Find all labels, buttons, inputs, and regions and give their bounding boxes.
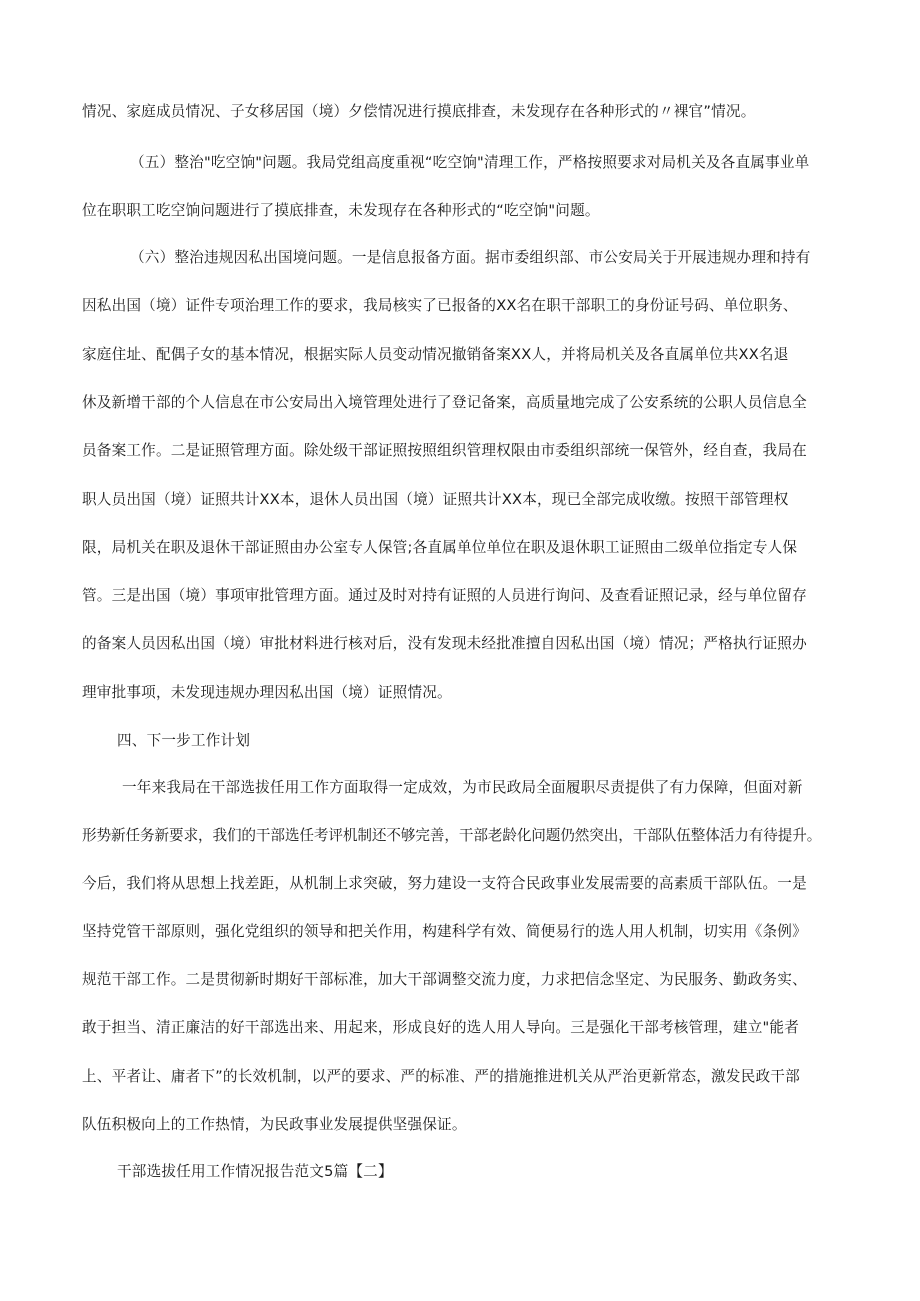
paragraph-line: 队伍积极向上的工作热情，为民政事业发展提供坚强保证。 <box>82 1116 467 1133</box>
section-title: 干部选拔任用工作情况报告范文5篇【二】 <box>117 1163 393 1180</box>
paragraph-line: 因私出国（境）证件专项治理工作的要求，我局核实了已报备的XX名在职干部职工的身份证号码、单位职务、 <box>82 297 798 314</box>
paragraph-line: 理审批事项，未发现违规办理因私出国（境）证照情况。 <box>82 684 452 701</box>
paragraph-line: 坚持党管干部原则，强化党组织的领导和把关作用，构建科学有效、简便易行的选人用人机制，切实用《条例》 <box>82 923 807 940</box>
paragraph-line: 形势新任务新要求，我们的干部选任考评机制还不够完善，干部老龄化问题仍然突出，干部队伍整体活力有待提升。 <box>82 827 822 844</box>
paragraph-line: 限，局机关在职及退休干部证照由办公室专人保管;各直属单位单位在职及退休职工证照由二级单位指定专人保 <box>82 539 798 556</box>
paragraph-line: 敢于担当、清正廉洁的好干部选出来、用起来，形成良好的选人用人导向。三是强化干部考核管理，建立"能者 <box>82 1019 800 1036</box>
paragraph-line: 员备案工作。二是证照管理方面。除处级干部证照按照组织管理权限由市委组织部统一保管外，经自查，我局在 <box>82 442 807 459</box>
paragraph-line: 上、平者让、庸者下”的长效机制，以严的要求、严的标准、严的措施推进机关从严治更新常态，激发民政干部 <box>82 1068 800 1085</box>
section-heading: 四、下一步工作计划 <box>117 732 251 749</box>
paragraph-line: 规范干部工作。二是贯彻新时期好干部标准，加大干部调整交流力度，力求把信念坚定、为民服务、勤政务实、 <box>82 971 807 988</box>
paragraph-line: 一年来我局在干部选拔任用工作方面取得一定成效，为市民政局全面履职尽责提供了有力保障，但面对新 <box>122 779 803 796</box>
paragraph-line: 管。三是出国（境）事项审批管理方面。通过及时对持有证照的人员进行询问、及查看证照记录，经与单位留存 <box>82 587 807 604</box>
paragraph-line: 职人员出国（境）证照共计XX本，退休人员出国（境）证照共计XX本，现已全部完成收缴。按照干部管理权 <box>82 491 789 508</box>
paragraph-line: 位在职职工吃空饷问题进行了摸底排查，未发现存在各种形式的“吃空饷"问题。 <box>82 202 600 219</box>
paragraph-line: （六）整治违规因私出国境问题。一是信息报备方面。据市委组织部、市公安局关于开展违规办理和持有 <box>130 249 811 266</box>
paragraph-line: 今后，我们将从思想上找差距，从机制上求突破，努力建设一支符合民政事业发展需要的高素质干部队伍。一是 <box>82 875 807 892</box>
paragraph-line: （五）整治"吃空饷"问题。我局党组高度重视“吃空饷"清理工作，严格按照要求对局机关及各直属事业单 <box>130 154 810 171</box>
paragraph-line: 的备案人员因私出国（境）审批材料进行核对后，没有发现未经批准擅自因私出国（境）情况；严格执行证照办 <box>82 635 807 652</box>
paragraph-line: 休及新增干部的个人信息在市公安局出入境管理处进行了登记备案，高质量地完成了公安系统的公职人员信息全 <box>82 394 807 411</box>
paragraph-line: 家庭住址、配偶子女的基本情况，根据实际人员变动情况撤销备案XX人，并将局机关及各直属单位共XX名退 <box>82 346 789 363</box>
paragraph-line: 情况、家庭成员情况、子女移居国（境）夕偿情况进行摸底排查，未发现存在各种形式的〃裸官”情况。 <box>82 103 756 120</box>
